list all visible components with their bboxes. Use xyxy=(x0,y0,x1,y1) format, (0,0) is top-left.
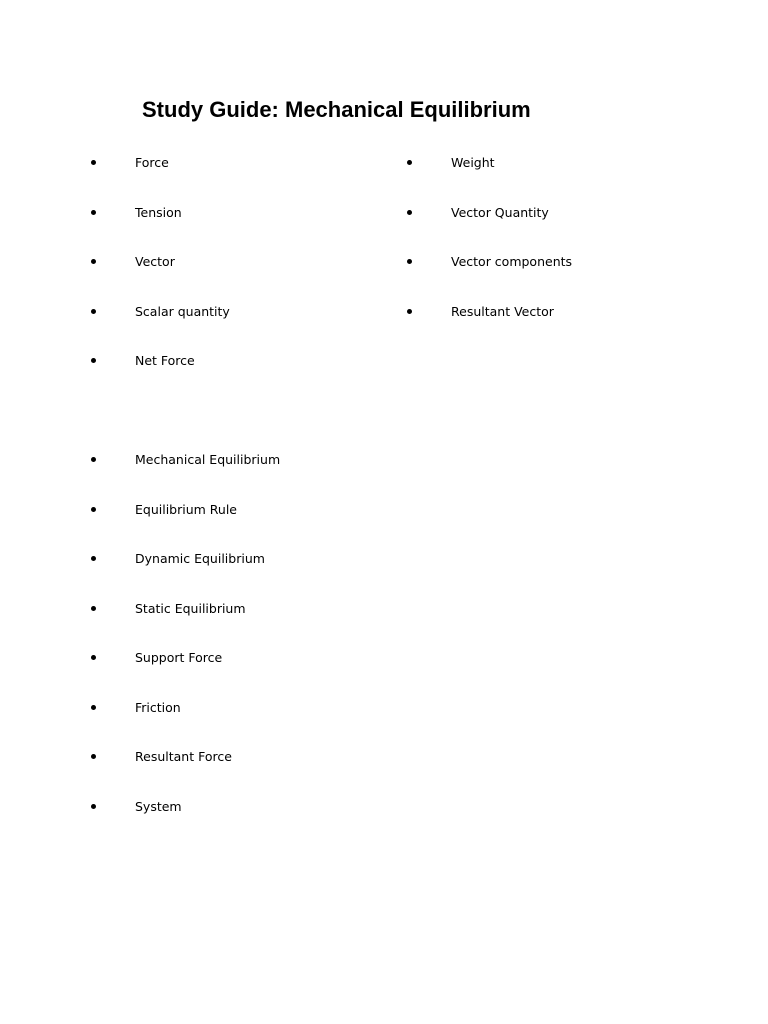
term-label: Friction xyxy=(135,699,181,715)
term-label: Scalar quantity xyxy=(135,303,230,319)
term-label: Resultant Vector xyxy=(451,303,554,319)
list-item xyxy=(91,351,411,371)
term-label: Support Force xyxy=(135,650,223,665)
term-label: Force xyxy=(135,155,169,170)
page-title: Study Guide: Mechanical Equilibrium xyxy=(142,97,531,122)
term-label: Dynamic Equilibrium xyxy=(135,551,265,566)
term-label: Vector xyxy=(135,254,175,269)
list-item xyxy=(91,252,411,272)
list-item xyxy=(91,500,411,520)
term-label: Vector components xyxy=(451,254,573,269)
term-label: Equilibrium Rule xyxy=(135,501,238,517)
list-item xyxy=(91,203,411,223)
list-item xyxy=(91,599,411,619)
term-label: Weight xyxy=(451,155,495,170)
list-item xyxy=(91,153,411,173)
list-item xyxy=(407,203,727,223)
term-label: Tension xyxy=(135,204,182,220)
term-label: Mechanical Equilibrium xyxy=(135,452,281,467)
term-label: Static Equilibrium xyxy=(135,600,246,616)
list-item xyxy=(407,153,727,173)
list-item xyxy=(407,302,727,322)
list-item xyxy=(91,747,411,767)
list-item xyxy=(91,797,411,817)
list-item xyxy=(91,648,411,668)
list-item xyxy=(91,302,411,322)
term-label: System xyxy=(135,798,182,814)
list-item xyxy=(91,698,411,718)
term-label: Vector Quantity xyxy=(451,204,549,220)
list-item xyxy=(91,450,411,470)
list-item xyxy=(407,252,727,272)
term-label: Resultant Force xyxy=(135,749,232,764)
list-item xyxy=(91,549,411,569)
term-label: Net Force xyxy=(135,353,195,368)
